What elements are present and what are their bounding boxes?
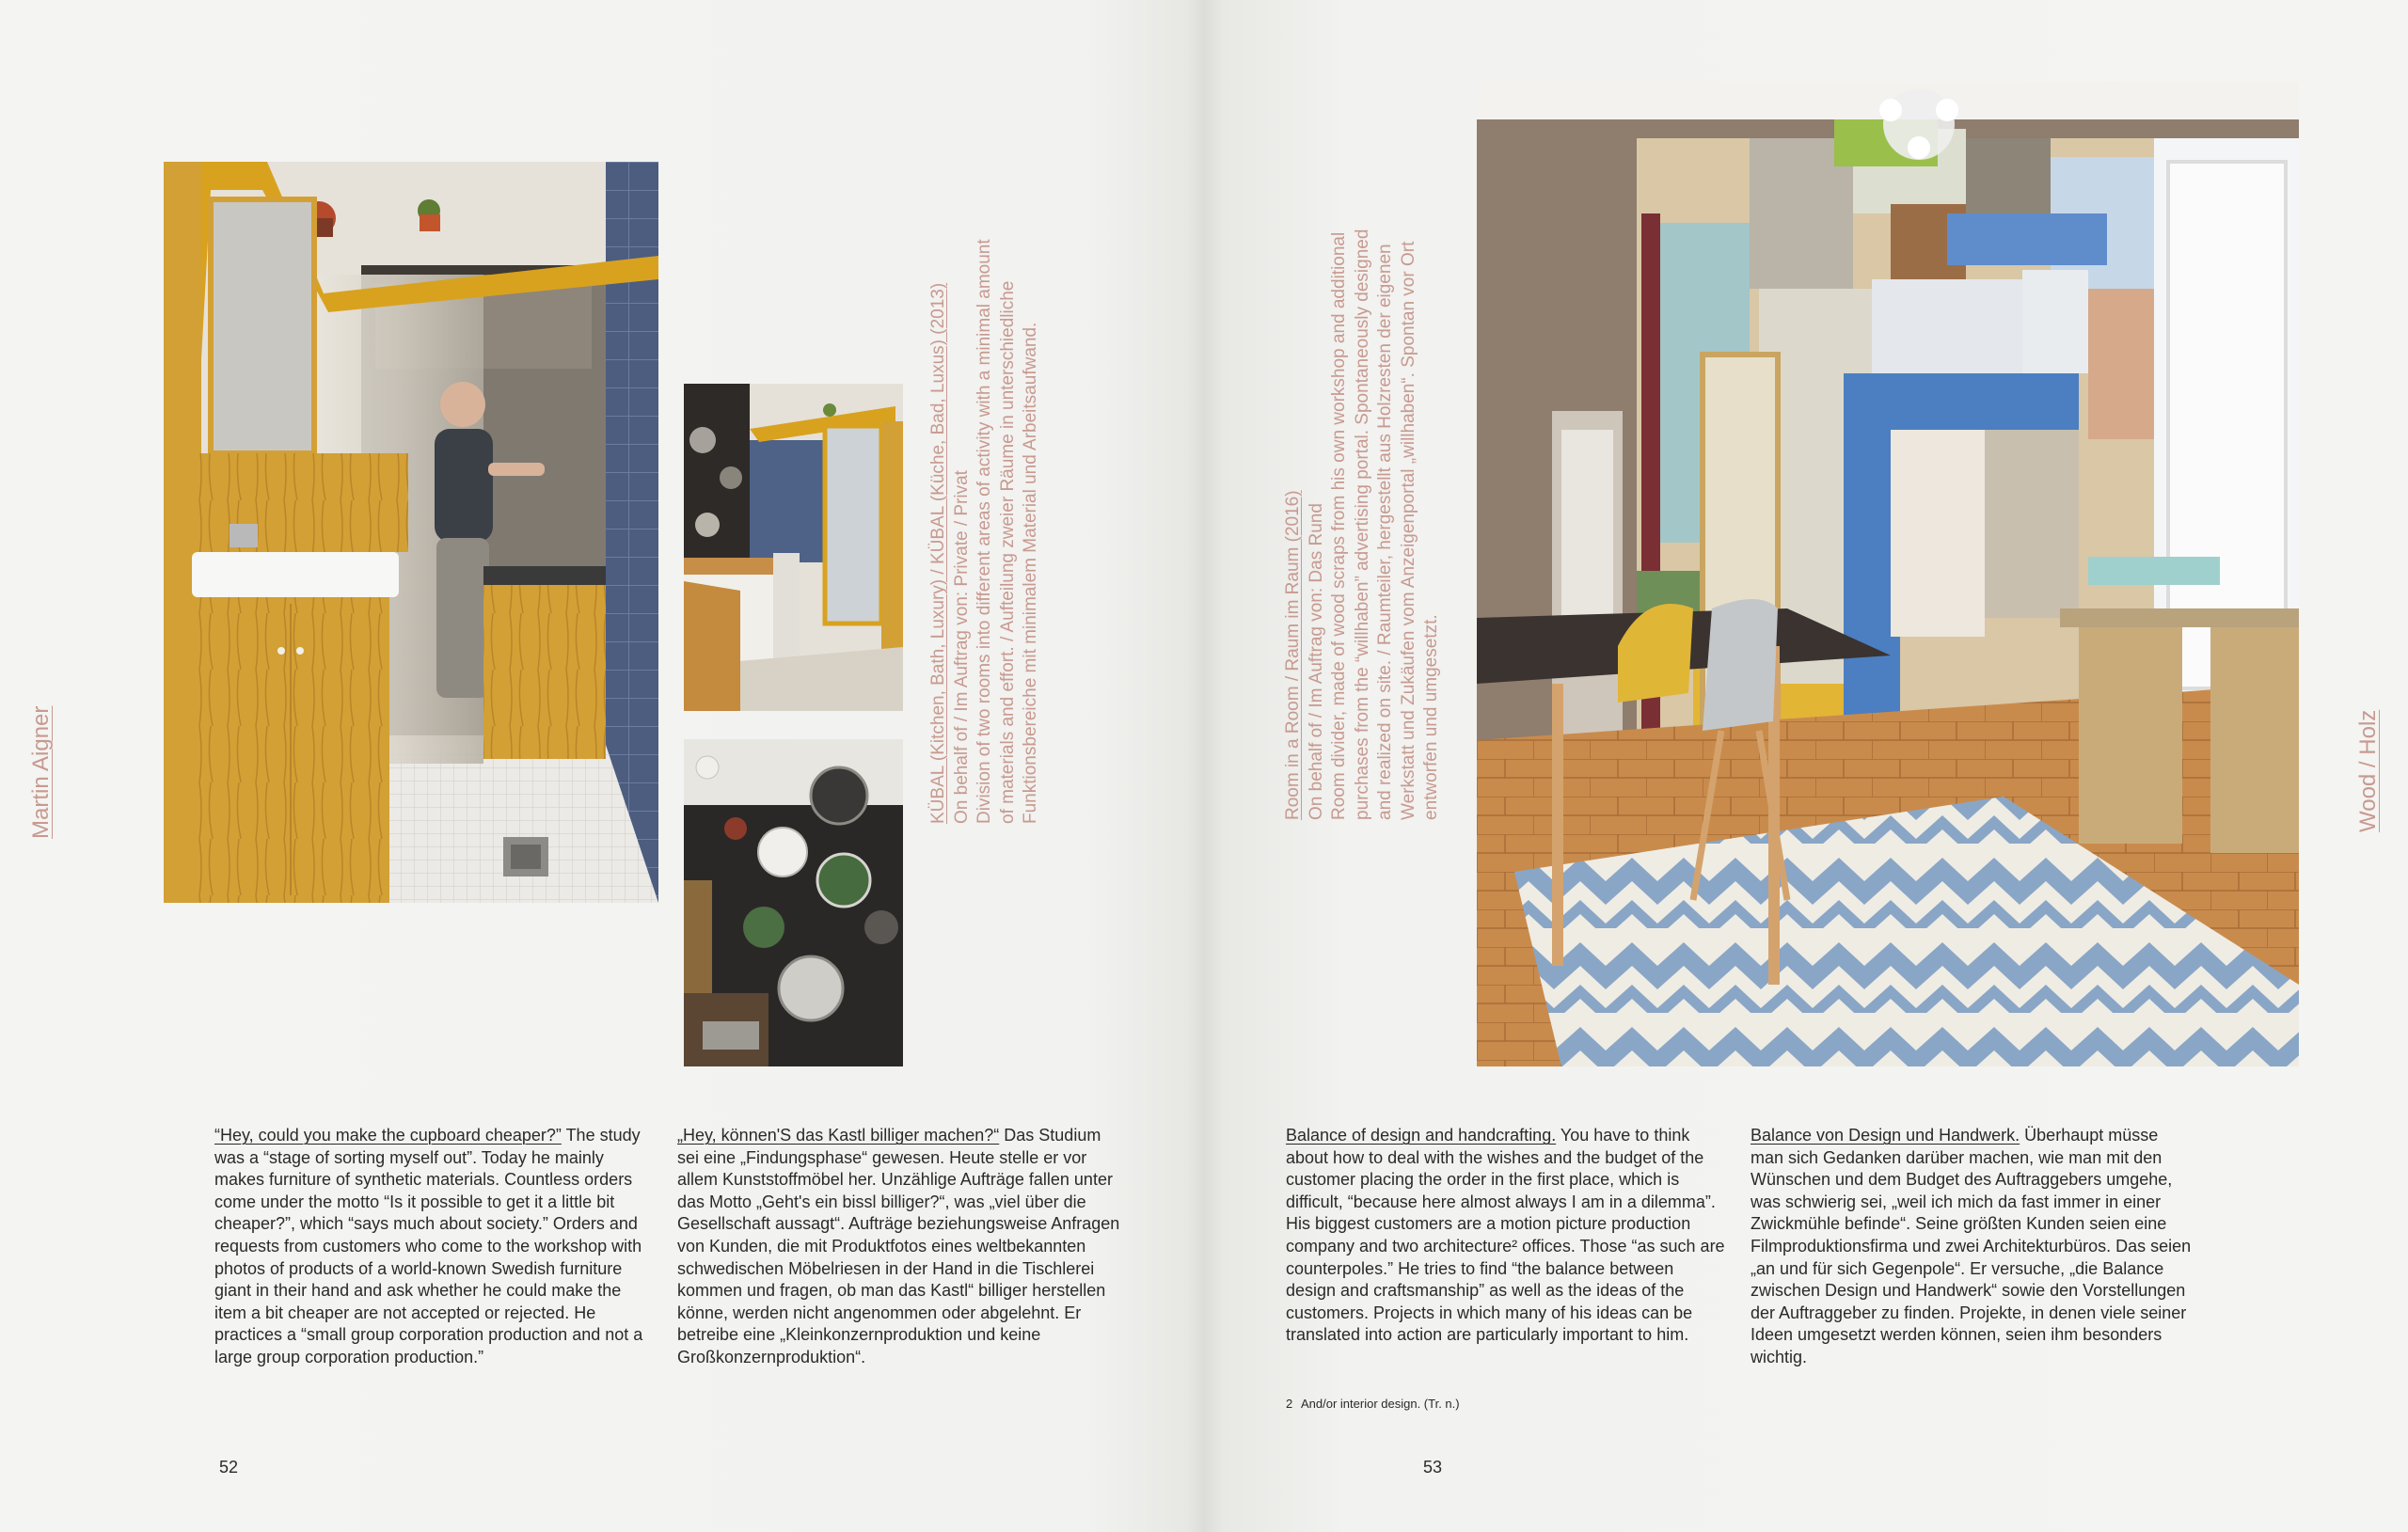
- left-body-en-lead: “Hey, could you make the cupboard cheaper?”: [214, 1126, 562, 1145]
- caption-line: Division of two rooms into different areas of activity with a minimal amount: [974, 239, 994, 824]
- right-body-en-text: You have to think about how to deal with the wishes and the budget of the customer placing the order in the first place, which is difficult, “because here almost always I am in a dilemma”. His biggest customers are a motion picture production company and two architecture² offices. Those “as such are counterpoles.” He tries to find “the balance between design and craftsmanship” as well as the ideas of the customers. Projects in which many of his ideas can be translated into action are particularly important to him.: [1286, 1126, 1725, 1345]
- left-body-en-text: The study was a “stage of sorting myself out”. Today he mainly makes furniture of synthetic materials. Countless orders come under the motto “Is it possible to get it a little bit cheaper?”, which “says much about society.” Orders and requests from customers who come to the workshop with photos of products of a world-known Swedish furniture giant in their hand and ask whether he could make the item a bit cheaper are not accepted or rejected. He practices a “small group corporation production and not a large group corporation production.”: [214, 1126, 643, 1366]
- right-page-number: 53: [1423, 1458, 1443, 1477]
- left-body-de-text: Das Studium sei eine „Findungsphase“ gewesen. Heute stelle er vor allem Kunststoffmöbel her. Unzählige Aufträge fallen unter das Motto „Geht's ein bissl billiger?“, was „viel über die Gesellschaft aussagt“. Aufträge beziehungsweise Anfragen von Kunden, die mit Produktfotos eines weltbekannten schwedischen Möbelriesen in der Hand in die Tischlerei kommen und fragen, ob man das Kastl“ billiger herstellen könne, werden nicht angenommen oder abgelehnt. Er betreibe eine „Kleinkonzernproduktion und keine Großkonzernproduktion“.: [677, 1126, 1120, 1366]
- room-in-room-photo: [1477, 82, 2299, 1066]
- right-caption-title: Room in a Room / Raum im Raum (2016): [1283, 490, 1303, 820]
- left-page-number: 52: [219, 1458, 239, 1477]
- right-body-en: [1286, 1125, 1728, 1347]
- right-body-de-lead: Balance von Design und Handwerk.: [1751, 1126, 2020, 1145]
- footnote-number: 2: [1286, 1397, 1293, 1411]
- caption-line: Funktionsbereiche mit minimalem Material und Arbeitsaufwand.: [1021, 322, 1040, 824]
- caption-line: Room divider, made of wood scraps from his own workshop and additional: [1329, 231, 1349, 820]
- footnote-text: And/or interior design. (Tr. n.): [1301, 1397, 1460, 1411]
- caption-line: On behalf of / Im Auftrag von: Das Rund: [1306, 503, 1326, 820]
- left-body-de-lead: „Hey, können'S das Kastl billiger machen?“: [677, 1126, 1000, 1145]
- caption-line: purchases from the “willhaben” advertising portal. Spontaneously designed: [1352, 229, 1372, 820]
- caption-line: and realized on site. / Raumteiler, hergestellt aus Holzresten der eigenen: [1375, 244, 1395, 820]
- left-caption-title: KÜBAL (Kitchen, Bath, Luxury) / KÜBAL (Küche, Bad, Luxus) (2013): [928, 282, 948, 824]
- right-body-de-text: Überhaupt müsse man sich Gedanken darüber machen, wie man mit den Wünschen und dem Budget des Auftraggebers umgehe, was schwierig sei, „weil ich mich da fast immer in einer Zwickmühle befinde“. Seine größten Kunden seien eine Filmproduktionsfirma und zwei Architekturbüros. Das seien „an und für sich Gegenpole“. Er versuche, „die Balance zwischen Design und Handwerk“ sowie den Vorstellungen der Auftraggeber zu finden. Projekte, in denen viele seiner Ideen umgesetzt werden können, seien ihm besonders wichtig.: [1751, 1126, 2192, 1366]
- right-caption: [1282, 229, 1444, 820]
- left-caption: [927, 239, 1043, 824]
- kitchen-bath-main-photo: [164, 162, 658, 903]
- caption-line: entworfen und umgesetzt.: [1421, 614, 1441, 820]
- footnote: [1286, 1397, 1460, 1411]
- left-body-en: [214, 1125, 657, 1369]
- caption-line: On behalf of / Im Auftrag von: Private / Privat: [951, 470, 972, 824]
- caption-line: Werkstatt und Zukäufen vom Anzeigenportal „willhaben“. Spontan vor Ort: [1398, 241, 1418, 820]
- left-body-de: [677, 1125, 1124, 1369]
- right-running-head: Wood / Holz: [2355, 709, 2381, 832]
- right-body-de: [1751, 1125, 2193, 1369]
- caption-line: of materials and effort. / Aufteilung zweier Räume in unterschiedliche: [997, 280, 1018, 824]
- kitchen-overview-photo: [684, 384, 903, 711]
- right-body-en-lead: Balance of design and handcrafting.: [1286, 1126, 1557, 1145]
- pots-wall-photo: [684, 739, 903, 1066]
- left-running-head: Martin Aigner: [28, 705, 54, 839]
